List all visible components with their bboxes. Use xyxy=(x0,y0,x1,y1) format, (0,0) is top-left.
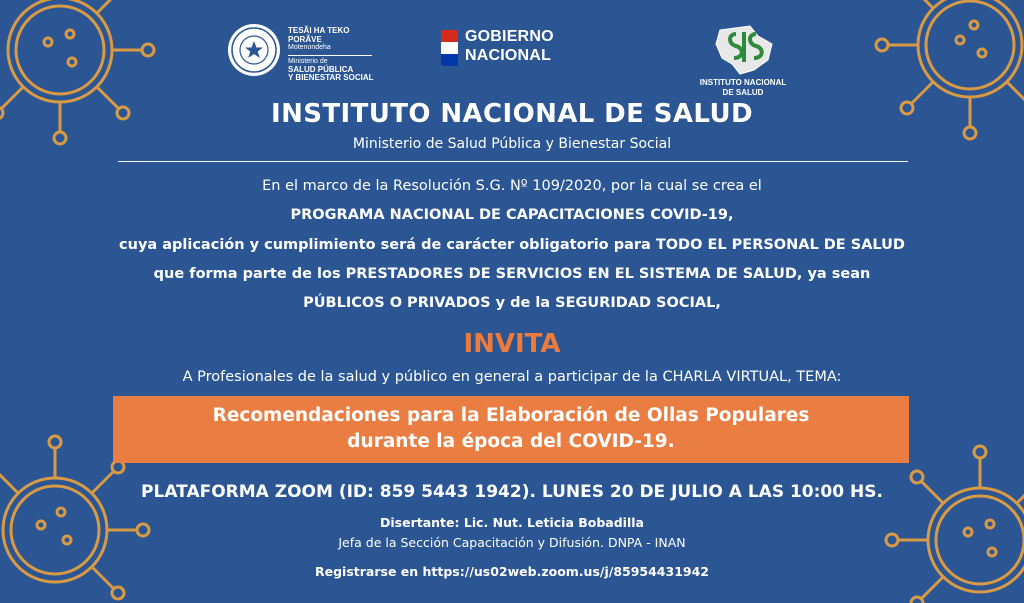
republica-del-paraguay-seal-icon xyxy=(226,22,282,78)
topic-line-2: durante la época del COVID-19. xyxy=(347,431,675,452)
topic-banner xyxy=(113,396,909,463)
seal-line-1: TESÃI HA TEKO xyxy=(288,26,350,35)
gobierno-nacional-logo xyxy=(465,27,554,65)
body-line-5: PÚBLICOS O PRIVADOS y de la SEGURIDAD SOCIAL, xyxy=(303,295,721,311)
seal-line-6: Y BIENESTAR SOCIAL xyxy=(288,73,374,82)
seal-line-3: Motenondeha xyxy=(288,44,331,51)
page-title: INSTITUTO NACIONAL DE SALUD xyxy=(271,99,753,129)
header-divider xyxy=(118,161,908,162)
paraguay-flag-icon xyxy=(441,30,458,66)
logos-row xyxy=(0,10,1024,105)
invita-heading: INVITA xyxy=(463,329,561,359)
body-line-1: En el marco de la Resolución S.G. Nº 109/2020, por la cual se crea el xyxy=(262,178,762,194)
body-line-3: cuya aplicación y cumplimiento será de carácter obligatorio para TODO EL PERSONAL DE SALUD xyxy=(119,237,905,253)
ins-line-2: DE SALUD xyxy=(722,88,764,97)
seal-divider xyxy=(288,55,372,56)
ins-line-1: INSTITUTO NACIONAL xyxy=(699,78,787,87)
gob-line-2: NACIONAL xyxy=(465,47,552,64)
registration-link[interactable]: Registrarse en https://us02web.zoom.us/j/85954431942 xyxy=(315,564,709,579)
seal-line-2: PORÃVE xyxy=(288,35,322,44)
speaker-role: Jefa de la Sección Capacitación y Difusión. DNPA - INAN xyxy=(338,535,686,550)
instituto-nacional-de-salud-logo-icon xyxy=(710,22,778,78)
body-line-4: que forma parte de los PRESTADORES DE SERVICIOS EN EL SISTEMA DE SALUD, ya sean xyxy=(153,266,871,282)
body-line-2: PROGRAMA NACIONAL DE CAPACITACIONES COVID-19, xyxy=(290,207,734,223)
page-subtitle: Ministerio de Salud Pública y Bienestar Social xyxy=(352,136,672,152)
speaker-name: Disertante: Lic. Nut. Leticia Bobadilla xyxy=(380,515,644,530)
ministry-seal-text xyxy=(288,26,374,82)
gob-line-1: GOBIERNO xyxy=(465,28,554,45)
platform-details: PLATAFORMA ZOOM (ID: 859 5443 1942). LUNES 20 DE JULIO A LAS 10:00 HS. xyxy=(141,482,883,502)
topic-line-1: Recomendaciones para la Elaboración de Ollas Populares xyxy=(212,405,810,426)
seal-line-5: SALUD PÚBLICA xyxy=(288,65,354,74)
ins-logo-text xyxy=(688,78,798,98)
seal-line-4: Ministerio de xyxy=(288,58,328,65)
invitation-text: A Profesionales de la salud y público en general a participar de la CHARLA VIRTUAL, TEMA: xyxy=(182,369,842,385)
